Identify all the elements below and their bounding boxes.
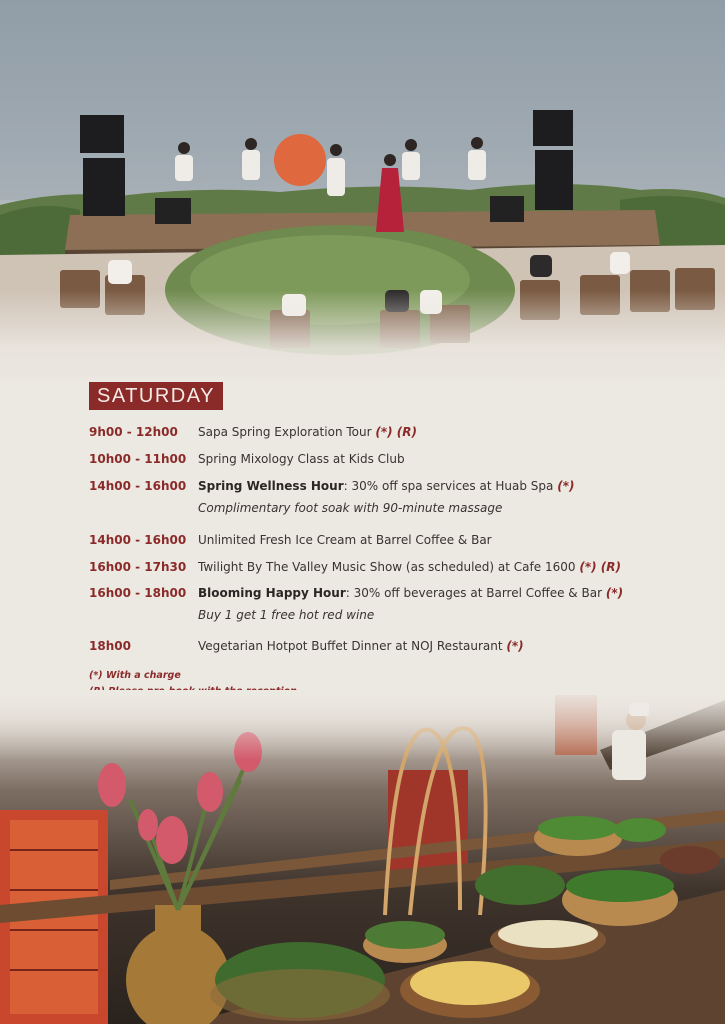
photo-fade xyxy=(0,690,725,760)
event-text: Unlimited Fresh Ice Cream at Barrel Coffee & Bar xyxy=(198,533,492,547)
event-text: Sapa Spring Exploration Tour xyxy=(198,425,372,439)
event-marks: (*) xyxy=(506,639,524,653)
schedule-desc xyxy=(198,447,713,471)
event-text: Twilight By The Valley Music Show (as scheduled) at Cafe 1600 xyxy=(198,560,576,574)
photo-fade xyxy=(0,290,725,380)
schedule-desc xyxy=(198,528,713,552)
schedule-desc xyxy=(198,581,713,625)
schedule-desc xyxy=(198,420,713,444)
event-title: Spring Wellness Hour xyxy=(198,479,344,493)
schedule-time: 16h00 - 17h30 xyxy=(89,560,187,574)
event-marks: (*) xyxy=(557,479,575,493)
day-badge: SATURDAY xyxy=(89,382,223,410)
schedule-desc xyxy=(198,555,713,579)
event-marks: (*) (R) xyxy=(579,560,621,574)
event-marks: (*) (R) xyxy=(375,425,417,439)
event-text: : 30% off spa services at Huab Spa xyxy=(343,479,554,493)
schedule-time: 14h00 - 16h00 xyxy=(89,533,187,547)
concert-photo xyxy=(0,0,725,380)
schedule-time: 10h00 - 11h00 xyxy=(89,452,187,466)
schedule-desc xyxy=(198,634,713,658)
event-text: Vegetarian Hotpot Buffet Dinner at NOJ Restaurant xyxy=(198,639,503,653)
schedule-time: 9h00 - 12h00 xyxy=(89,425,178,439)
event-text: Spring Mixology Class at Kids Club xyxy=(198,452,405,466)
event-marks: (*) xyxy=(605,586,624,600)
event-sub: Complimentary foot soak with 90-minute massage xyxy=(198,501,503,515)
event-sub: Buy 1 get 1 free hot red wine xyxy=(198,608,375,622)
note-charge: (*) With a charge xyxy=(89,670,181,681)
event-title: Blooming Happy Hour xyxy=(198,586,346,600)
schedule-time: 16h00 - 18h00 xyxy=(89,586,187,600)
schedule-desc xyxy=(198,474,713,518)
schedule-time: 18h00 xyxy=(89,639,131,653)
schedule-time: 14h00 - 16h00 xyxy=(89,479,187,493)
event-text: : 30% off beverages at Barrel Coffee & Bar xyxy=(345,586,602,600)
